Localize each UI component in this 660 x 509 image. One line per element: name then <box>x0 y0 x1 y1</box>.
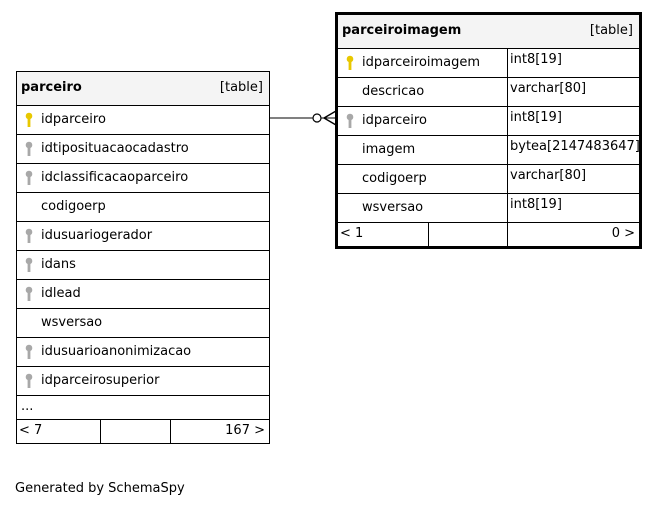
column-row-idparceiro[interactable] <box>338 106 639 135</box>
table-footer <box>338 222 639 246</box>
parents-count: 167 > <box>225 423 265 438</box>
table-type-tag: [table] <box>589 23 633 38</box>
foreign-key-icon <box>24 257 34 273</box>
children-count: < 7 <box>19 423 43 438</box>
column-name: idparceirosuperior <box>41 373 160 388</box>
column-name: idtiposituacaocadastro <box>41 141 189 156</box>
foreign-key-icon <box>24 170 34 186</box>
column-type: int8[19] <box>510 110 562 125</box>
foreign-key-icon <box>24 228 34 244</box>
column-row-imagem[interactable] <box>338 135 639 164</box>
table-parceiro[interactable] <box>16 71 270 444</box>
more-columns-indicator <box>17 395 269 419</box>
column-row-idclassificacaoparceiro[interactable] <box>17 163 269 192</box>
column-row-wsversao[interactable] <box>17 308 269 337</box>
column-row-idlead[interactable] <box>17 279 269 308</box>
more-label: ... <box>21 399 34 414</box>
foreign-key-icon <box>24 141 34 157</box>
generated-by-caption: Generated by SchemaSpy <box>15 481 185 496</box>
column-row-idtiposituacaocadastro[interactable] <box>17 134 269 163</box>
primary-key-icon <box>24 112 34 128</box>
children-count: < 1 <box>340 226 364 241</box>
column-name: idparceiro <box>362 113 427 128</box>
table-header <box>338 15 639 48</box>
foreign-key-icon <box>24 344 34 360</box>
column-name: idparceiroimagem <box>362 55 481 70</box>
column-type: varchar[80] <box>510 81 587 96</box>
column-row-idparceiro[interactable] <box>17 105 269 134</box>
column-name: idlead <box>41 286 81 301</box>
column-name: idusuarioanonimizacao <box>41 344 192 359</box>
column-row-idparceirosuperior[interactable] <box>17 366 269 395</box>
column-type: int8[19] <box>510 197 562 212</box>
table-name: parceiro <box>21 80 82 95</box>
table-type-tag: [table] <box>219 80 263 95</box>
column-name: idans <box>41 257 76 272</box>
table-parceiroimagem[interactable] <box>335 12 642 249</box>
relationship-optional-circle <box>313 114 321 122</box>
column-name: codigoerp <box>362 171 427 186</box>
column-row-descricao[interactable] <box>338 77 639 106</box>
column-name: codigoerp <box>41 199 106 214</box>
column-row-idusuariogerador[interactable] <box>17 221 269 250</box>
primary-key-icon <box>345 55 355 71</box>
foreign-key-icon <box>24 286 34 302</box>
table-footer <box>17 419 269 443</box>
column-type: bytea[2147483647] <box>510 139 640 154</box>
column-row-codigoerp[interactable] <box>17 192 269 221</box>
column-name: wsversao <box>362 200 424 215</box>
foreign-key-icon <box>345 113 355 129</box>
table-name: parceiroimagem <box>342 23 462 38</box>
column-row-idparceiroimagem[interactable] <box>338 48 639 77</box>
table-header <box>17 72 269 105</box>
column-name: descricao <box>362 84 425 99</box>
column-row-idusuarioanonimizacao[interactable] <box>17 337 269 366</box>
column-name: wsversao <box>41 315 103 330</box>
parents-count: 0 > <box>611 226 635 241</box>
foreign-key-icon <box>24 373 34 389</box>
column-row-idans[interactable] <box>17 250 269 279</box>
column-type: varchar[80] <box>510 168 587 183</box>
column-type: int8[19] <box>510 52 562 67</box>
column-name: idparceiro <box>41 112 106 127</box>
column-name: idusuariogerador <box>41 228 153 243</box>
column-name: imagem <box>362 142 416 157</box>
column-name: idclassificacaoparceiro <box>41 170 189 185</box>
column-row-codigoerp[interactable] <box>338 164 639 193</box>
column-row-wsversao[interactable] <box>338 193 639 222</box>
